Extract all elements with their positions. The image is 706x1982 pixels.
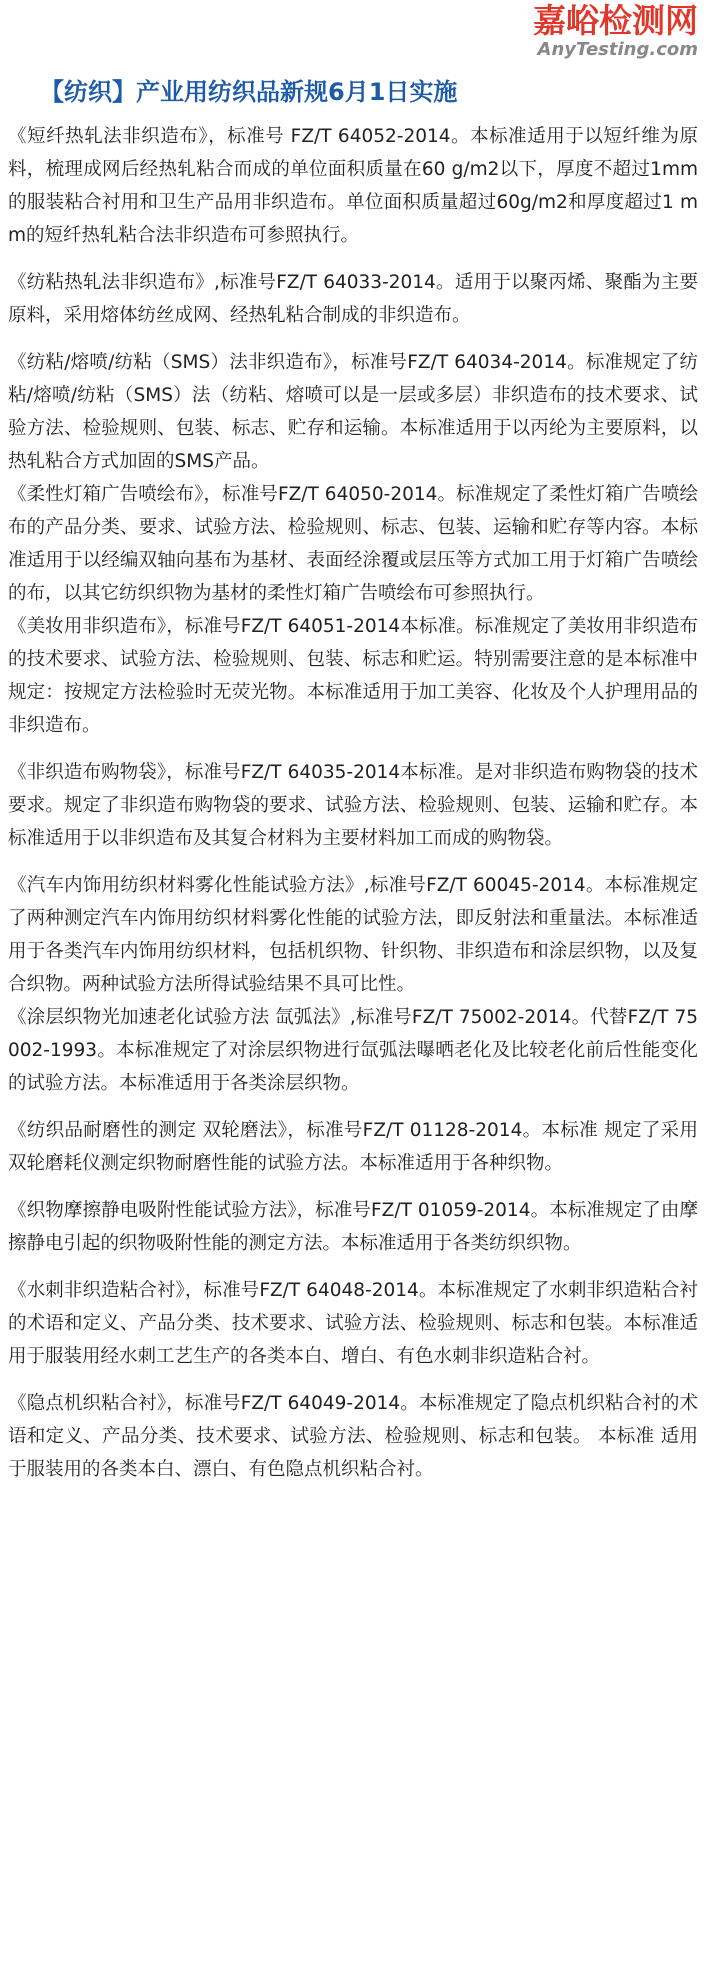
paragraph-fzt64052: 《短纤热轧法非织造布》，标准号 FZ/T 64052-2014。本标准适用于以短纤维为原料，梳理成网后经热轧粘合而成的单位面积质量在60 g/m2以下，厚度不超过1mm的服装粘合衬用和卫生产品用非织造布。单位面积质量超过60g/m2和厚度超过1 mm的短纤热轧粘合法非织造布可参照执行。 [8,126,698,246]
paragraph-fzt64033: 《纺粘热轧法非织造布》,标准号FZ/T 64033-2014。适用于以聚丙烯、聚酯为主要原料，采用熔体纺丝成网、经热轧粘合制成的非织造布。 [8,272,698,326]
paragraph-fzt64035: 《非织造布购物袋》，标准号FZ/T 64035-2014本标准。是对非织造布购物袋的技术要求。规定了非织造布购物袋的要求、试验方法、检验规则、包装、运输和贮存。本标准适用于以非织造布及其复合材料为主要材料加工而成的购物袋。 [8,762,698,849]
paragraph-fzt64048: 《水刺非织造粘合衬》，标准号FZ/T 64048-2014。本标准规定了水刺非织造粘合衬的术语和定义、产品分类、技术要求、试验方法、检验规则、标志和包装。本标准适用于服装用经水刺工艺生产的各类本白、增白、有色水刺非织造粘合衬。 [8,1280,698,1367]
paragraph-fzt75002: 《涂层织物光加速老化试验方法 氙弧法》,标准号FZ/T 75002-2014。代替FZ/T 75002-1993。本标准规定了对涂层织物进行氙弧法曝晒老化及比较老化前后性能变化的试验方法。本标准适用于各类涂层织物。 [8,1007,698,1094]
paragraph-fzt01059: 《织物摩擦静电吸附性能试验方法》，标准号FZ/T 01059-2014。本标准规定了由摩擦静电引起的织物吸附性能的测定方法。本标准适用于各类纺织织物。 [8,1200,698,1254]
paragraph-fzt01128: 《纺织品耐磨性的测定 双轮磨法》，标准号FZ/T 01128-2014。本标准 规定了采用双轮磨耗仪测定织物耐磨性能的试验方法。本标准适用于各种织物。 [8,1120,698,1174]
paragraph-fzt64049: 《隐点机织粘合衬》，标准号FZ/T 64049-2014。本标准规定了隐点机织粘合衬的术语和定义、产品分类、技术要求、试验方法、检验规则、标志和包装。 本标准 适用于服装用的各类本白、漂白、有色隐点机织粘合衬。 [8,1393,698,1480]
watermark-logo [533,1,698,60]
article-body [8,120,698,1486]
paragraph-fzt64034: 《纺粘/熔喷/纺粘（SMS）法非织造布》，标准号FZ/T 64034-2014。标准规定了纺粘/熔喷/纺粘（SMS）法（纺粘、熔喷可以是一层或多层）非织造布的技术要求、试验方法、检验规则、包装、标志、贮存和运输。本标准适用于以丙纶为主要原料，以热轧粘合方式加固的SMS产品。 [8,352,698,472]
paragraph-fzt60045: 《汽车内饰用纺织材料雾化性能试验方法》,标准号FZ/T 60045-2014。本标准规定了两种测定汽车内饰用纺织材料雾化性能的试验方法，即反射法和重量法。本标准适用于各类汽车内饰用纺织材料，包括机织物、针织物、非织造布和涂层织物，以及复合织物。两种试验方法所得试验结果不具可比性。 [8,875,698,995]
watermark-en: AnyTesting.com [537,39,698,60]
paragraph-fzt64050: 《柔性灯箱广告喷绘布》，标准号FZ/T 64050-2014。标准规定了柔性灯箱广告喷绘布的产品分类、要求、试验方法、检验规则、标志、包装、运输和贮存等内容。本标准适用于以经编双轴向基布为基材、表面经涂覆或层压等方式加工用于灯箱广告喷绘的布，以其它纺织织物为基材的柔性灯箱广告喷绘布可参照执行。 [8,484,698,604]
watermark-cn: 嘉峪检测网 [533,1,698,40]
paragraph-fzt64051: 《美妆用非织造布》，标准号FZ/T 64051-2014本标准。标准规定了美妆用非织造布的技术要求、试验方法、检验规则、包装、标志和贮运。特别需要注意的是本标准中规定：按规定方法检验时无荧光物。本标准适用于加工美容、化妆及个人护理用品的非织造布。 [8,616,698,736]
page-title: 【纺织】产业用纺织品新规6月1日实施 [40,78,458,106]
